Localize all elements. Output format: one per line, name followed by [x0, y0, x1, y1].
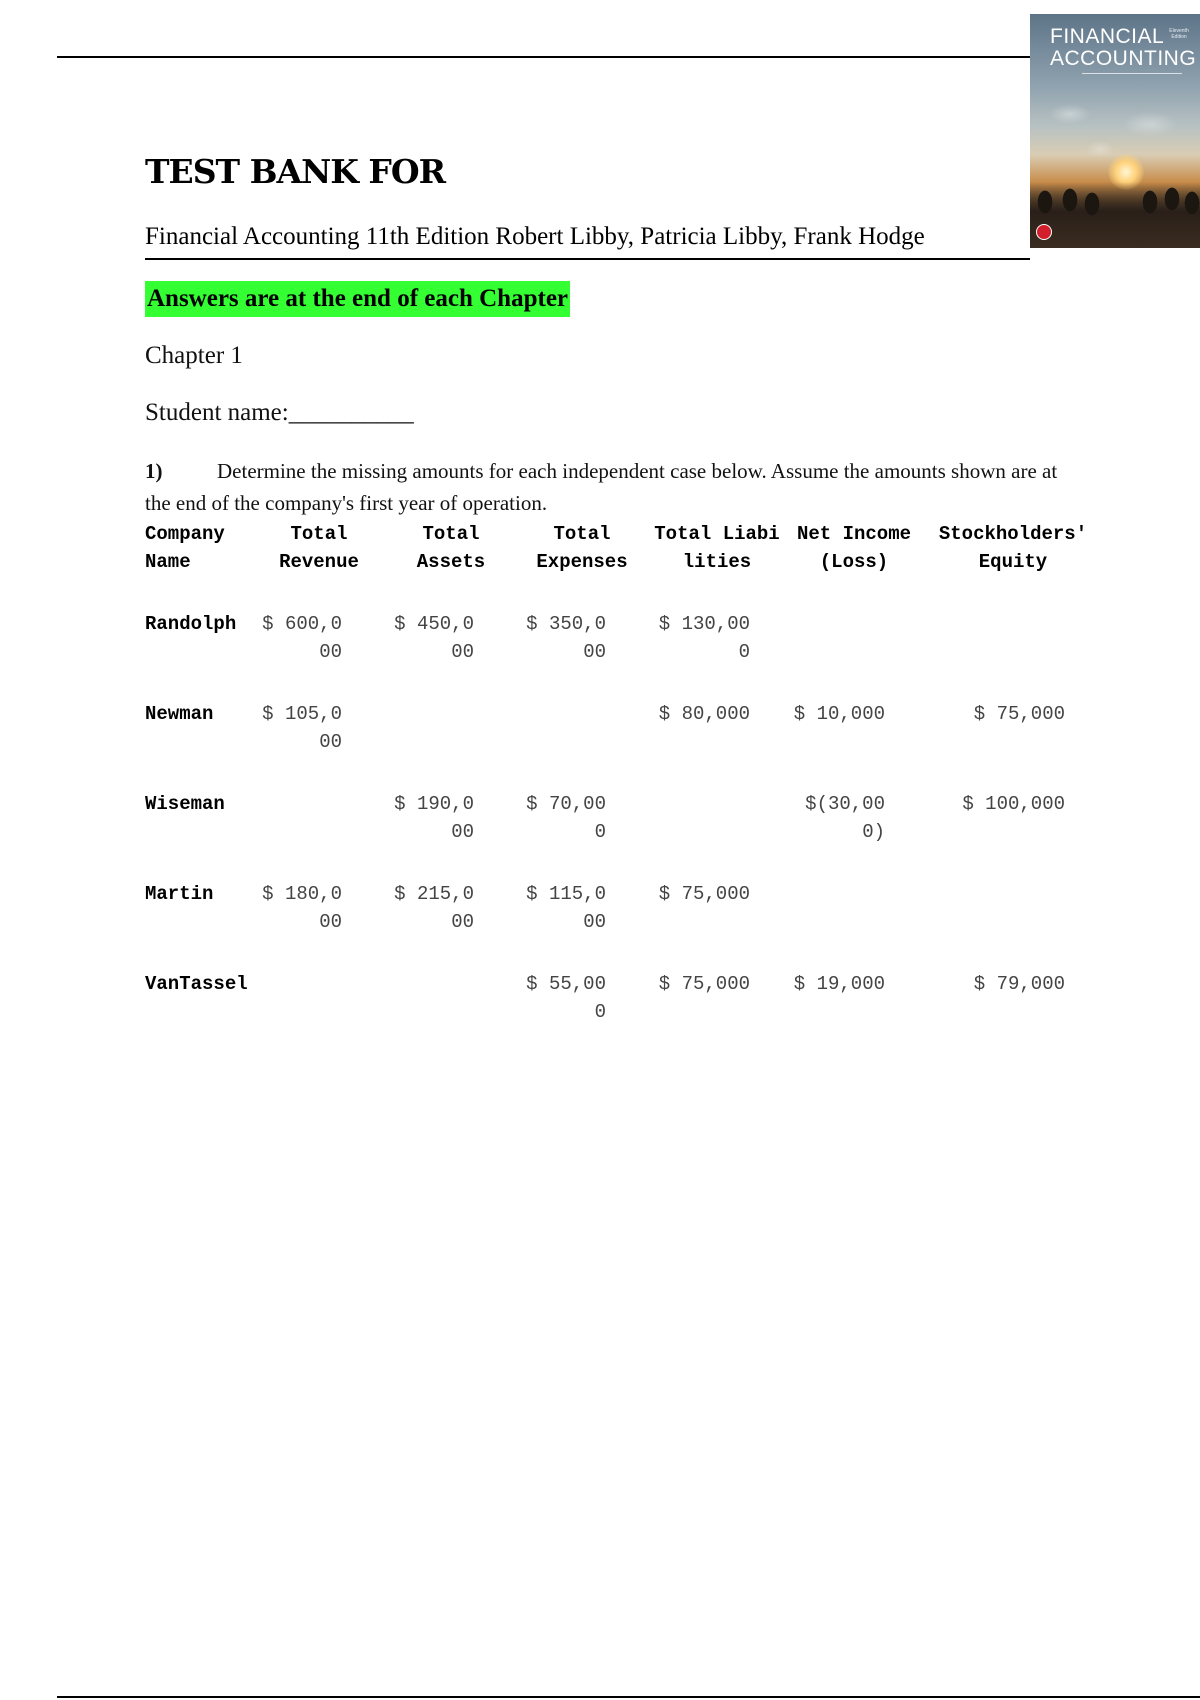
- equity-cell: $ 79,000: [973, 973, 1065, 995]
- top-rule: [57, 56, 1032, 58]
- header-revenue: Total Revenue: [279, 523, 359, 573]
- expenses-cell: $ 55,000: [526, 973, 606, 1023]
- cover-authors-rule: [1082, 73, 1182, 78]
- net-income-cell: $ 19,000: [793, 973, 885, 995]
- company-name: VanTassel: [145, 973, 248, 995]
- cover-title-line-1: FINANCIAL: [1050, 25, 1165, 48]
- book-cover-image: [1030, 14, 1200, 248]
- header-liabilities: Total Liabilities: [654, 523, 780, 573]
- chapter-label: Chapter 1: [145, 342, 243, 369]
- header-assets: Total Assets: [416, 523, 486, 573]
- net-income-cell: $(30,000): [805, 793, 885, 843]
- header-equity: Stockholders' Equity: [938, 523, 1088, 573]
- revenue-cell: $ 180,000: [262, 883, 342, 933]
- expenses-cell: $ 115,000: [526, 883, 606, 933]
- expenses-cell: $ 70,000: [526, 793, 606, 843]
- page-title: TEST BANK FOR: [145, 152, 446, 191]
- cover-title-line-2: ACCOUNTING: [1050, 47, 1197, 70]
- liabilities-cell: $ 75,000: [658, 973, 750, 995]
- assets-cell: $ 190,000: [394, 793, 474, 843]
- company-name: Newman: [145, 703, 214, 725]
- liabilities-cell: $ 130,000: [658, 613, 750, 663]
- cover-edition: Eleventh Edition: [1169, 28, 1189, 40]
- publisher-logo-icon: [1036, 224, 1052, 240]
- question-1: [145, 455, 1075, 519]
- question-number: 1): [145, 459, 163, 483]
- company-name: Wiseman: [145, 793, 225, 815]
- student-name-field: Student name:__________: [145, 399, 414, 426]
- people-silhouette-graphic: [1030, 182, 1200, 248]
- revenue-cell: $ 105,000: [262, 703, 342, 753]
- header-company: Company Name: [145, 523, 225, 573]
- net-income-cell: $ 10,000: [793, 703, 885, 725]
- assets-cell: $ 450,000: [394, 613, 474, 663]
- company-name: Martin: [145, 883, 214, 905]
- company-name: Randolph: [145, 613, 237, 635]
- revenue-cell: $ 600,000: [262, 613, 342, 663]
- expenses-cell: $ 350,000: [526, 613, 606, 663]
- header-expenses: Total Expenses: [536, 523, 628, 573]
- equity-cell: $ 75,000: [973, 703, 1065, 725]
- answers-note: Answers are at the end of each Chapter: [145, 281, 570, 317]
- liabilities-cell: $ 80,000: [658, 703, 750, 725]
- question-text: Determine the missing amounts for each independent case below. Assume the amounts shown are at the end of the company's first year of operation.: [145, 459, 1058, 515]
- assets-cell: $ 215,000: [394, 883, 474, 933]
- bottom-rule: [57, 1696, 1200, 1698]
- book-subtitle: Financial Accounting 11th Edition Robert Libby, Patricia Libby, Frank Hodge: [145, 222, 1030, 260]
- equity-cell: $ 100,000: [962, 793, 1065, 815]
- header-net-income: Net Income (Loss): [796, 523, 912, 573]
- liabilities-cell: $ 75,000: [658, 883, 750, 905]
